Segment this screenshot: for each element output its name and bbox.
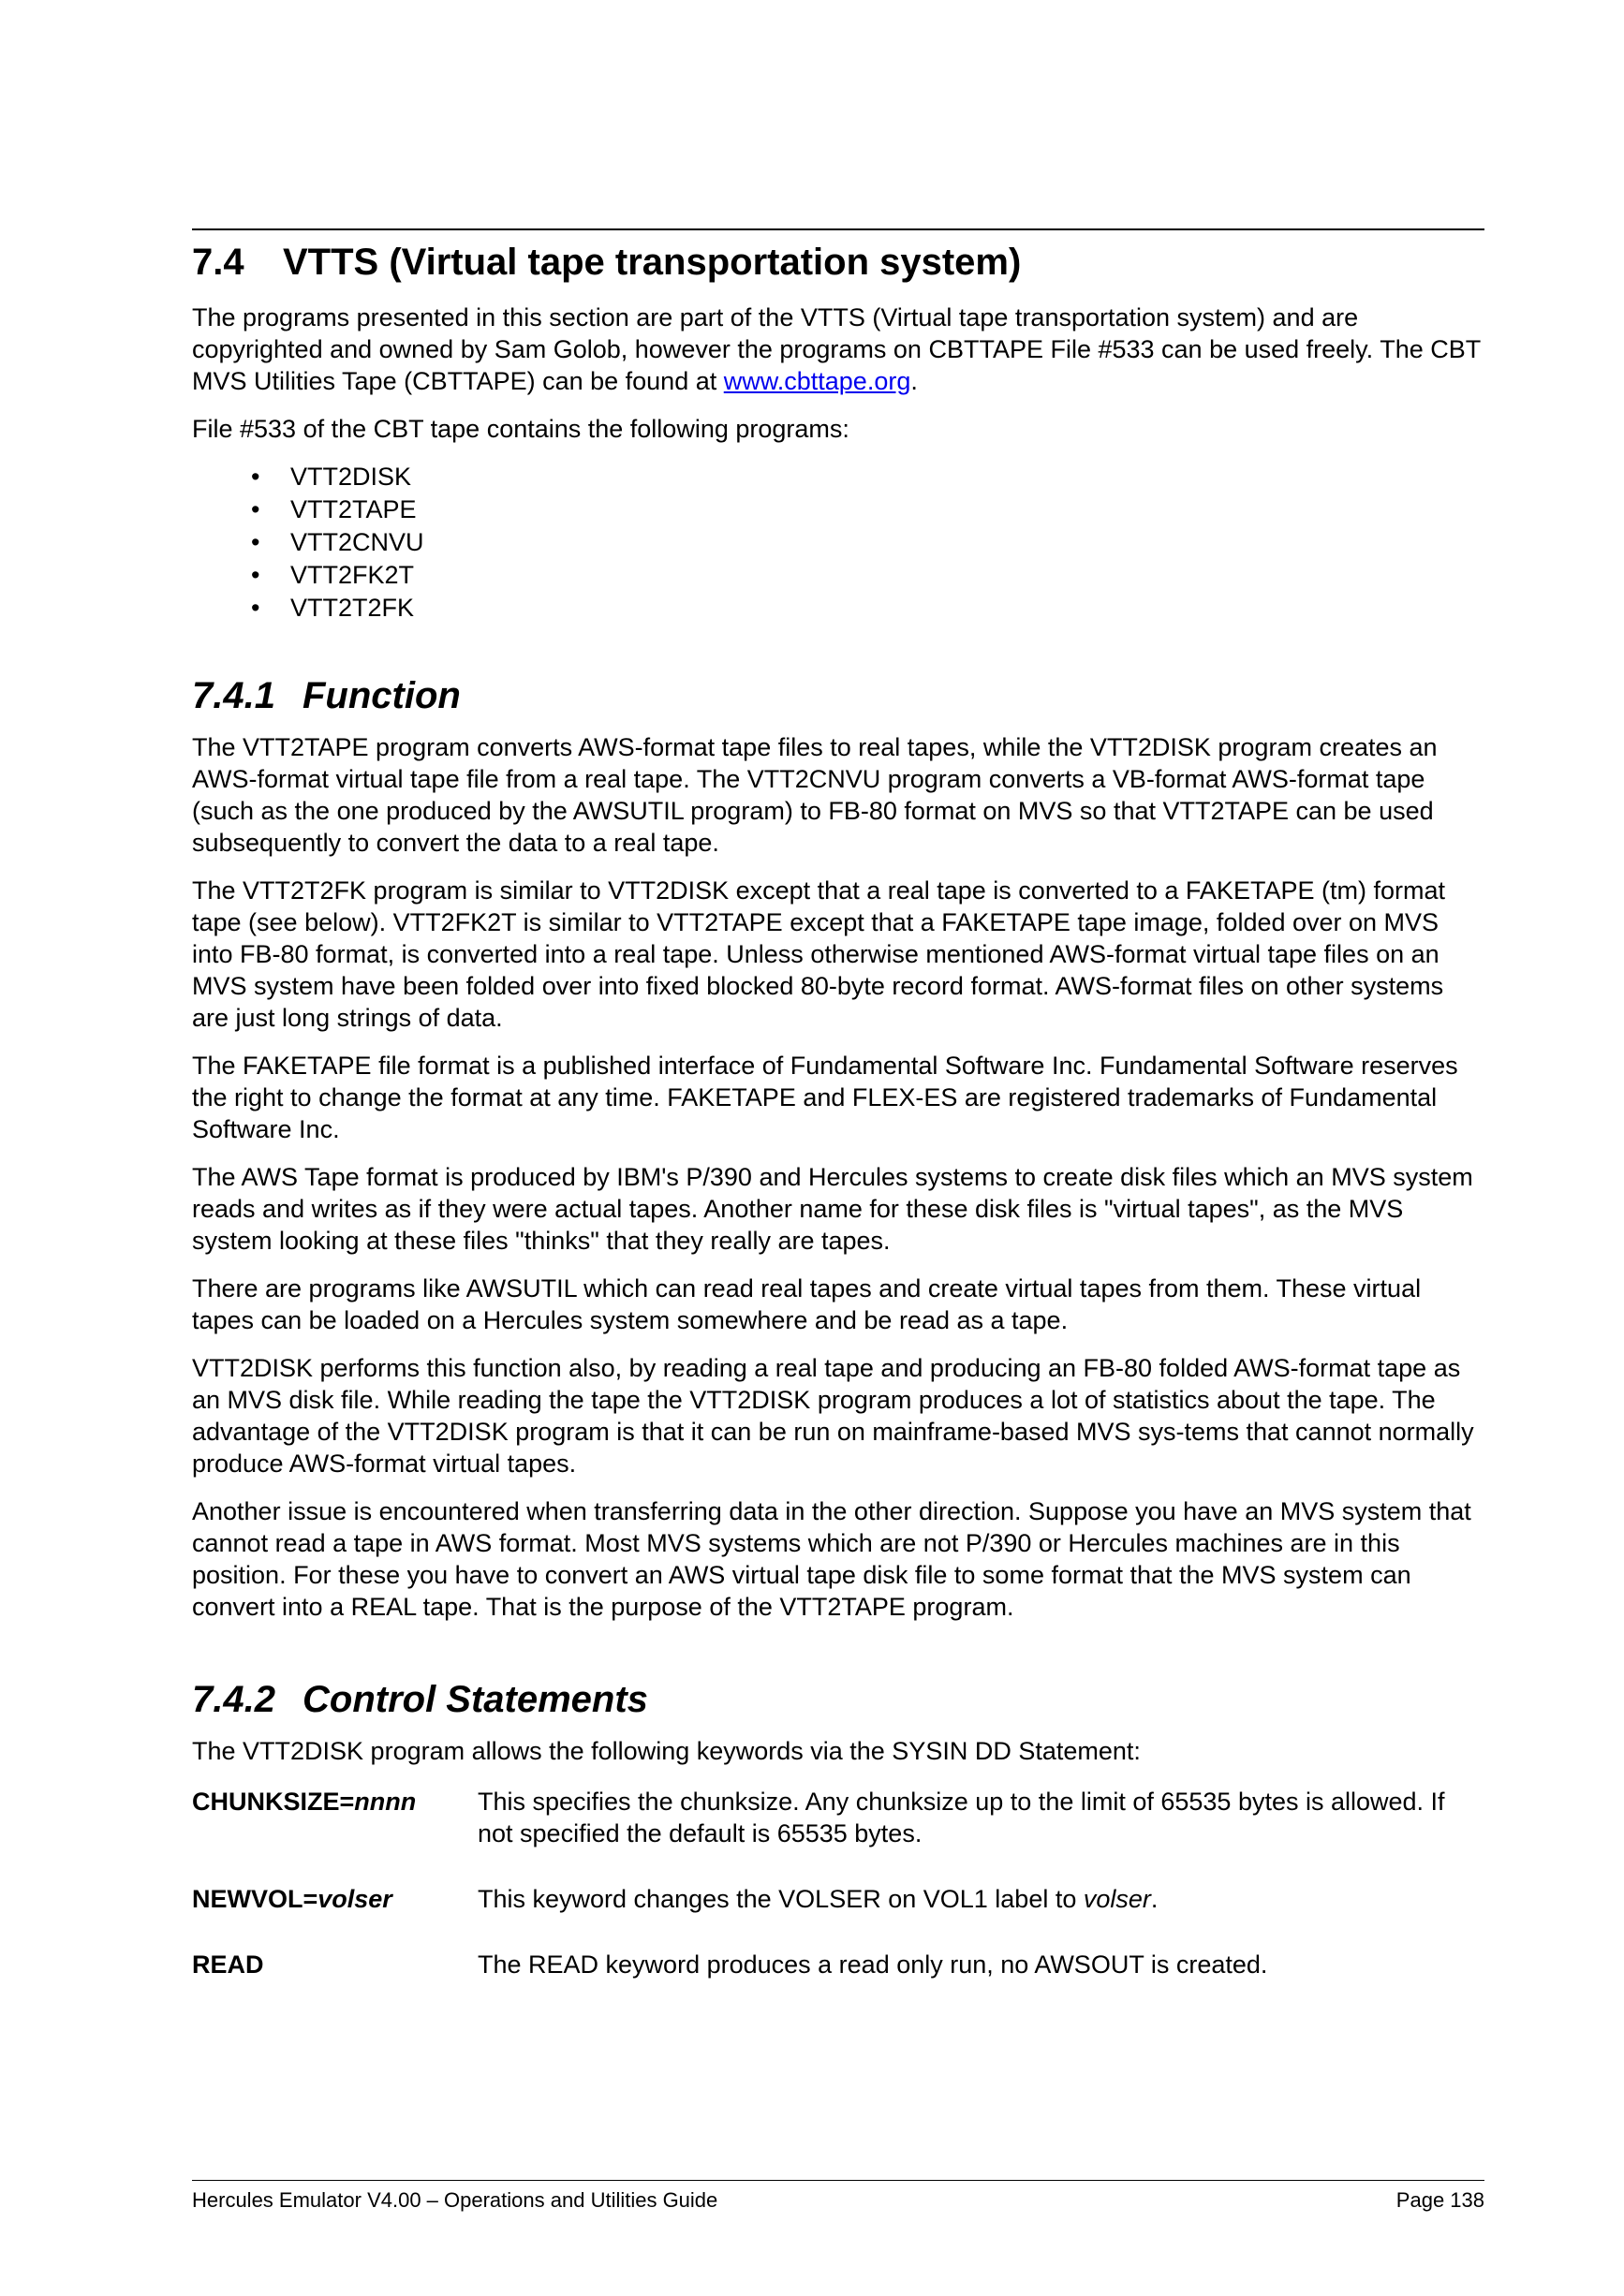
function-paragraph: There are programs like AWSUTIL which can read real tapes and create virtual tapes from them. These virtual tapes can be loaded on a Hercules system somewhere and be read as a tape. [192, 1274, 1422, 1334]
keyword-name [192, 1883, 478, 1915]
keyword-desc-text: This specifies the chunksize. Any chunksize up to the limit of 65535 bytes is allowed. If not specified the default is 65535 bytes. [478, 1788, 1445, 1847]
section-heading [192, 236, 1484, 288]
function-title: Function [303, 675, 461, 716]
section-title: VTTS (Virtual tape transportation system) [283, 242, 1022, 283]
keyword-row [192, 1949, 1484, 1980]
keyword-row [192, 1883, 1484, 1915]
function-paragraph: VTT2DISK performs this function also, by reading a real tape and producing an FB-80 folded AWS-format tape as an MVS disk file. While reading the tape the VTT2DISK program produces a lot of statistics about the tape. The advantage of the VTT2DISK program is that it can be run on mainframe-based MVS sys-tems that cannot normally produce AWS-format virtual tapes. [192, 1354, 1474, 1478]
bullet-icon: • [251, 561, 260, 589]
control-intro: The VTT2DISK program allows the following keywords via the SYSIN DD Statement: [192, 1737, 1141, 1765]
function-paragraph: The FAKETAPE file format is a published interface of Fundamental Software Inc. Fundamental Software reserves the right to change the format at any time. FAKETAPE and FLEX-ES are registered trademarks of Fundamental Software Inc. [192, 1052, 1458, 1143]
page-footer [192, 2180, 1484, 2215]
keyword-arg: nnnn [354, 1788, 417, 1816]
intro-text: The programs presented in this section are part of the VTTS (Virtual tape transportation system) and are copyrighted and owned by Sam Golob, however the programs on CBTTAPE File #533 can be used freely. The CBT MVS Utilities Tape (CBTTAPE) can be found at [192, 303, 1481, 395]
list-item [192, 559, 1484, 592]
keyword-arg: volser [317, 1885, 392, 1913]
function-number: 7.4.1 [192, 675, 275, 716]
bullet-icon: • [251, 463, 260, 491]
control-title: Control Statements [303, 1679, 648, 1720]
section-top-rule [192, 228, 1484, 230]
keyword-description [478, 1949, 1484, 1980]
bullet-icon: • [251, 594, 260, 622]
keyword-description [478, 1883, 1484, 1915]
keyword-label: READ [192, 1950, 264, 1979]
intro-paragraph [192, 302, 1484, 397]
program-name: VTT2FK2T [290, 561, 415, 589]
program-name: VTT2CNVU [290, 528, 424, 556]
function-paragraph: The VTT2T2FK program is similar to VTT2DISK except that a real tape is converted to a FAKETAPE (tm) format tape (see below). VTT2FK2T is similar to VTT2TAPE except that a FAKETAPE tape image, folded over on MVS into FB-80 format, is converted into a real tape. Unless otherwise mentioned AWS-format virtual tape files on an MVS system have been folded over into fixed blocked 80-byte record format. AWS-format files on other systems are just long strings of data. [192, 876, 1445, 1032]
cbttape-link[interactable]: www.cbttape.org [723, 367, 911, 395]
function-heading [192, 671, 1484, 720]
keyword-desc-em: volser [1083, 1885, 1151, 1913]
keyword-name [192, 1949, 478, 1980]
keyword-name [192, 1786, 478, 1849]
function-paragraph: The VTT2TAPE program converts AWS-format tape files to real tapes, while the VTT2DISK program creates an AWS-format virtual tape file from a real tape. The VTT2CNVU program converts a VB-format AWS-format tape (such as the one produced by the AWSUTIL program) to FB-80 format on MVS so that VTT2TAPE can be used subsequently to convert the data to a real tape. [192, 733, 1438, 857]
control-heading [192, 1675, 1484, 1724]
file-line: File #533 of the CBT tape contains the following programs: [192, 415, 849, 443]
keyword-description [478, 1786, 1484, 1849]
bullet-icon: • [251, 495, 260, 523]
section-number: 7.4 [192, 242, 244, 283]
list-item [192, 493, 1484, 526]
function-paragraph: Another issue is encountered when transferring data in the other direction. Suppose you have an MVS system that cannot read a tape in AWS format. Most MVS systems which are not P/390 or Hercules machines are in this position. For these you have to convert an AWS virtual tape disk file to some format that the MVS system can convert into a REAL tape. That is the purpose of the VTT2TAPE program. [192, 1497, 1471, 1621]
page-content [192, 228, 1484, 2014]
intro-end: . [910, 367, 918, 395]
keyword-table [192, 1786, 1484, 1980]
program-name: VTT2DISK [290, 463, 412, 491]
list-item [192, 592, 1484, 625]
keyword-label: CHUNKSIZE= [192, 1788, 355, 1816]
keyword-row [192, 1786, 1484, 1849]
control-number: 7.4.2 [192, 1679, 275, 1720]
keyword-label: NEWVOL= [192, 1885, 318, 1913]
program-name: VTT2T2FK [290, 594, 415, 622]
function-paragraph: The AWS Tape format is produced by IBM's P/390 and Hercules systems to create disk files which an MVS system reads and writes as if they were actual tapes. Another name for these disk files is "virtual tapes", as the MVS system looking at these files "thinks" that they really are tapes. [192, 1163, 1473, 1255]
keyword-desc-text: The READ keyword produces a read only run, no AWSOUT is created. [478, 1950, 1268, 1979]
program-name: VTT2TAPE [290, 495, 417, 523]
footer-page-number: Page 138 [1395, 2188, 1484, 2212]
keyword-desc-end: . [1150, 1885, 1159, 1913]
list-item [192, 526, 1484, 559]
footer-doc-title: Hercules Emulator V4.00 – Operations and Utilities Guide [192, 2188, 718, 2212]
footer-row [192, 2181, 1484, 2215]
bullet-icon: • [251, 528, 260, 556]
keyword-desc-text: This keyword changes the VOLSER on VOL1 label to [478, 1885, 1084, 1913]
list-item [192, 461, 1484, 493]
program-list [192, 461, 1484, 625]
